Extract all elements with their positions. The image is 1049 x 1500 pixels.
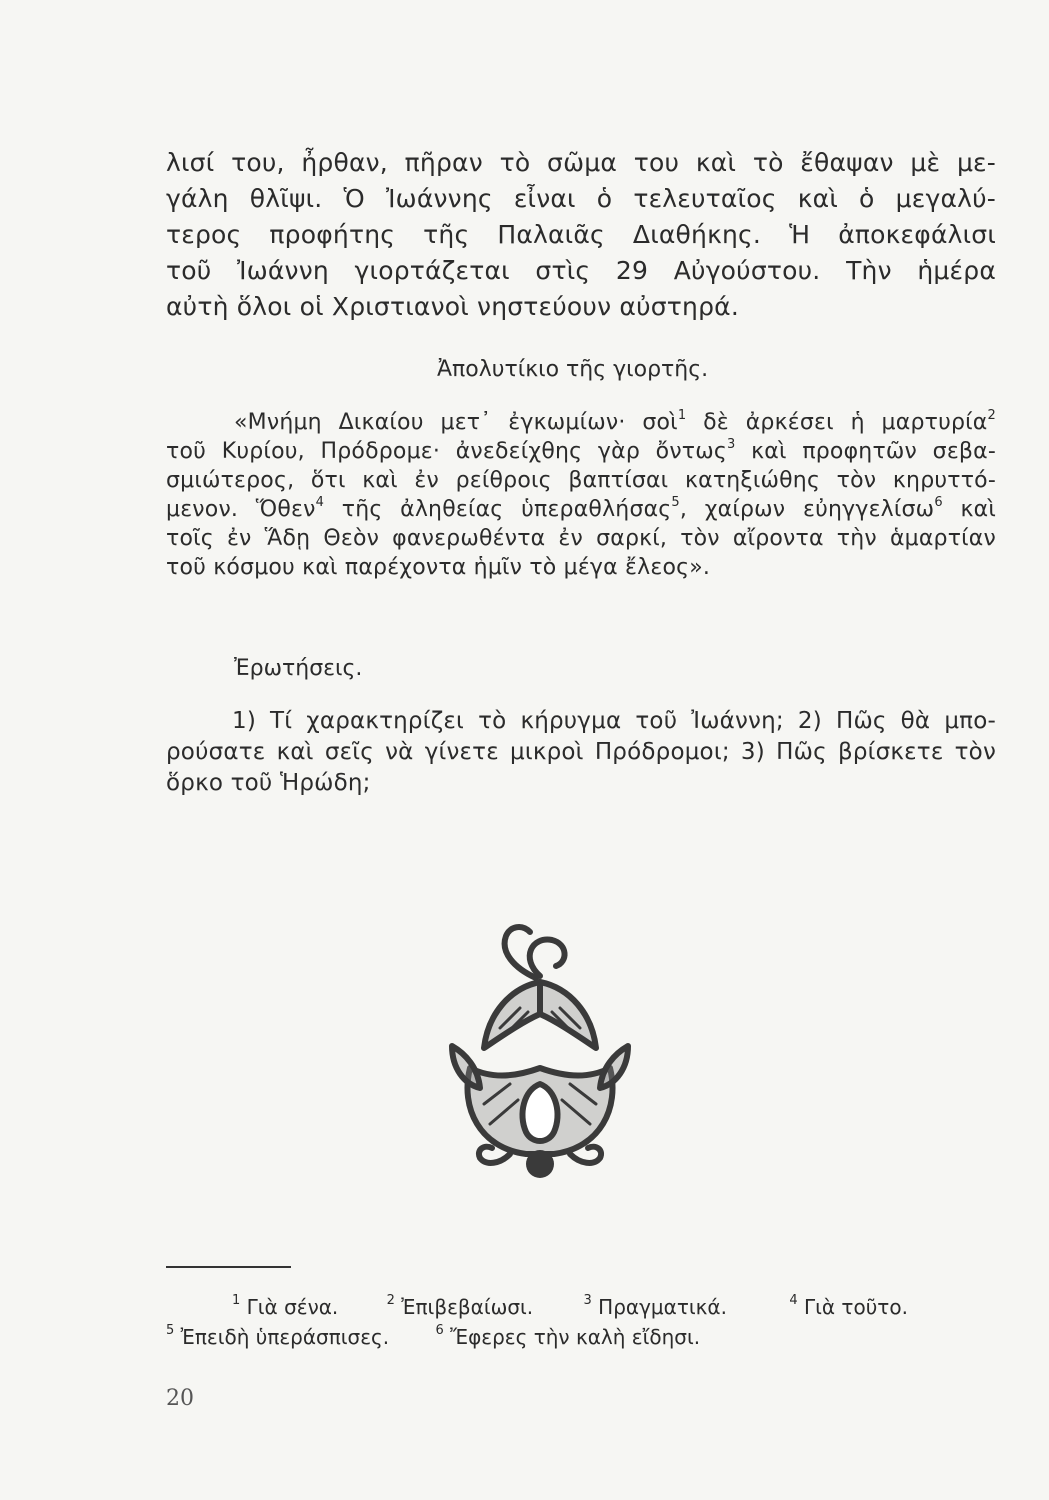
hymn-line: σμιώτερος, ὅτι καὶ ἐν ρείθροις βαπτίσαι κατηξιώθης τὸν κηρυττό- bbox=[166, 468, 996, 493]
body-paragraph bbox=[166, 145, 996, 325]
apolytikio-heading: Ἀπολυτίκιο τῆς γιορτῆς. bbox=[437, 357, 709, 382]
footnote-item: $^2$ Ἐπιβεβαίωσι. bbox=[386, 1293, 534, 1319]
text-line: αὐτὴ ὅλοι οἱ Χριστιανοὶ νηστεύουν αὐστηρά. bbox=[166, 292, 739, 321]
hymn-line: τοῦ κόσμου καὶ παρέχοντα ἡμῖν τὸ μέγα ἔλεος». bbox=[166, 555, 711, 580]
question-line: ὅρκο τοῦ Ἡρώδη; bbox=[166, 770, 371, 796]
text-line: γάλη θλῖψι. Ὁ Ἰωάννης εἶναι ὁ τελευταῖος καὶ ὁ μεγαλύ- bbox=[166, 184, 996, 213]
page-number: 20 bbox=[166, 1386, 194, 1411]
footnote-line bbox=[166, 1322, 996, 1352]
footnote-item: $^1$ Γιὰ σένα. bbox=[232, 1293, 339, 1319]
text-line: τερος προφήτης τῆς Παλαιᾶς Διαθήκης. Ἡ ἀποκεφάλισι bbox=[166, 220, 996, 249]
question-line: ρούσατε καὶ σεῖς νὰ γίνετε μικροὶ Πρόδρομοι; 3) Πῶς βρίσκετε τὸν bbox=[166, 739, 996, 765]
question-line: 1) Τί χαρακτηρίζει τὸ κήρυγμα τοῦ Ἰωάννη; 2) Πῶς θὰ μπο- bbox=[232, 708, 996, 734]
hymn-line: τοῦ Κυρίου, Πρόδρομε· ἀνεδείχθης γὰρ ὄντως$^3$ καὶ προφητῶν σεβα- bbox=[166, 437, 996, 464]
floral-ornament-icon bbox=[440, 918, 640, 1188]
text-line: λισί του, ἦρθαν, πῆραν τὸ σῶμα του καὶ τὸ ἔθαψαν μὲ με- bbox=[166, 148, 996, 177]
questions-paragraph bbox=[166, 706, 996, 799]
text-line: τοῦ Ἰωάννη γιορτάζεται στὶς 29 Αὐγούστου. Τὴν ἡμέρα bbox=[166, 256, 996, 285]
footnote-line bbox=[166, 1292, 996, 1322]
hymn-line: μενον. Ὅθεν$^4$ τῆς ἀληθείας ὑπεραθλήσας$^5$, χαίρων εὐηγγελίσω$^6$ καὶ bbox=[166, 495, 996, 522]
hymn-line: τοῖς ἐν Ἅδῃ Θεὸν φανερωθέντα ἐν σαρκί, τὸν αἴροντα τὴν ἁμαρτίαν bbox=[166, 526, 996, 551]
footnote-item: $^3$ Πραγματικά. bbox=[583, 1293, 727, 1319]
footnotes bbox=[166, 1292, 996, 1352]
footnote-divider bbox=[166, 1266, 291, 1268]
footnote-item: $^6$ Ἔφερες τὴν καλὴ εἴδησι. bbox=[435, 1323, 701, 1349]
hymn-text bbox=[166, 408, 996, 582]
footnote-item: $^4$ Γιὰ τοῦτο. bbox=[789, 1293, 908, 1319]
questions-heading: Ἐρωτήσεις. bbox=[234, 656, 363, 681]
footnote-item: $^5$ Ἐπειδὴ ὑπεράσπισες. bbox=[166, 1323, 390, 1349]
hymn-line: «Μνήμη Δικαίου μετ᾽ ἐγκωμίων· σοὶ$^1$ δὲ ἀρκέσει ἡ μαρτυρία$^2$ bbox=[234, 408, 996, 435]
